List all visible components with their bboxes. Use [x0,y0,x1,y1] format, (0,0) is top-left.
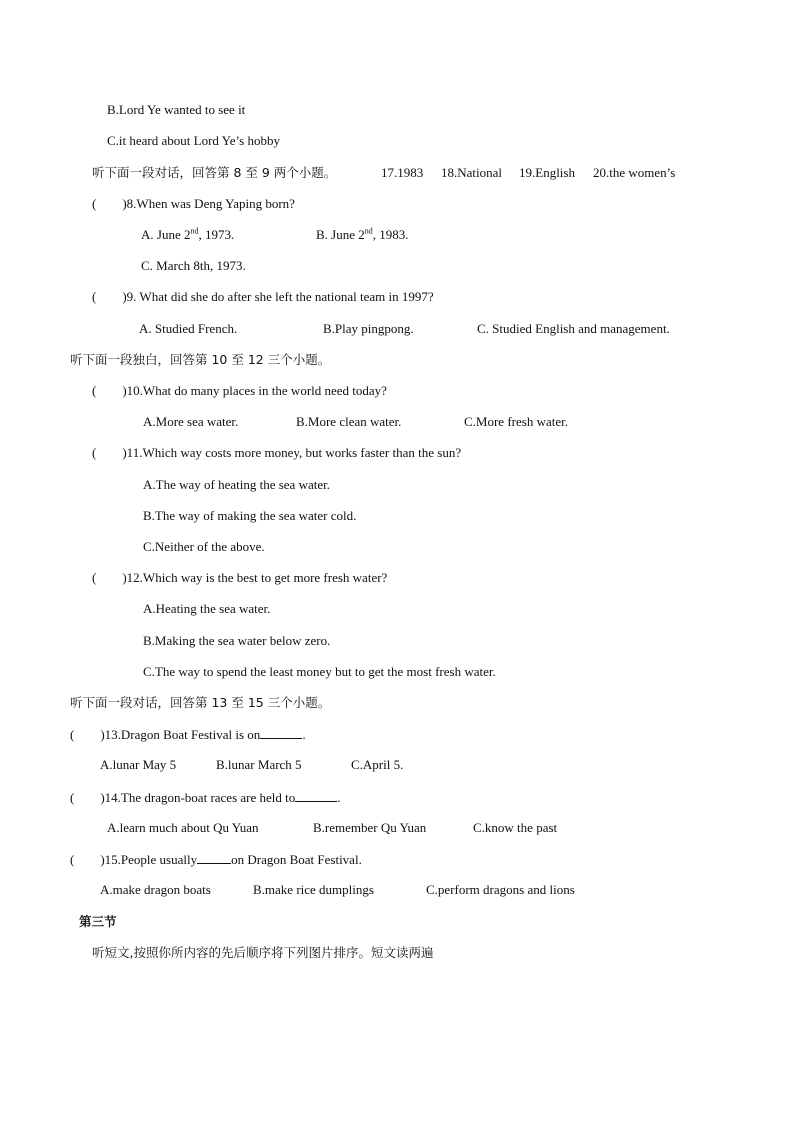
q11-stem [92,445,461,461]
answer-paren[interactable]: ( ) [92,196,127,211]
q14-text: 14.The dragon-boat races are held to [104,790,296,805]
answer-paren[interactable]: ( ) [92,570,127,585]
q9-option-c: C. Studied English and management. [477,321,670,336]
q15-text-post: on Dragon Boat Festival. [231,852,362,867]
q8-option-b: B. June 2nd, 1983. [316,226,409,242]
answer-paren[interactable]: ( ) [70,852,105,867]
answer-18: 18.National [441,165,503,180]
q12-stem [92,570,387,586]
q13-stem: ( )13.Dragon Boat Festival is on . [70,727,306,742]
q15-option-c: C.perform dragons and lions [426,882,575,897]
q15-option-b: B.make rice dumplings [253,882,374,897]
q7-option-c: C.it heard about Lord Ye’s hobby [107,133,280,148]
section-8-9-line [92,165,336,181]
q12-option-b: B.Making the sea water below zero. [143,633,331,648]
q15-text-pre: 15.People usually [104,852,198,867]
q13-text: 13.Dragon Boat Festival is on [104,727,261,742]
q13-option-c: C.April 5. [351,757,404,772]
q9-text: 9. What did she do after she left the national team in 1997? [126,289,434,304]
q15-blank[interactable] [197,851,231,864]
q14-option-a: A.learn much about Qu Yuan [107,820,259,835]
section-3-heading: 第三节 [79,914,117,929]
q14-option-c: C.know the past [473,820,558,835]
answer-paren[interactable]: ( ) [92,445,127,460]
section-13-15-instruction: 听下面一段对话，回答第 13 至 15 三个小题。 [70,695,331,710]
q8-option-a: A. June 2nd, 1973. [141,226,235,242]
q10-stem [92,383,387,399]
q11-text: 11.Which way costs more money, but works faster than the sun? [126,445,462,460]
q9-option-b: B.Play pingpong. [323,321,414,336]
answer-20: 20.the women’s [593,165,676,180]
q12-option-a: A.Heating the sea water. [143,601,271,616]
q13-blank[interactable] [260,726,302,739]
q7-option-b: B.Lord Ye wanted to see it [107,102,246,117]
q15-stem [70,851,362,868]
answer-paren[interactable]: ( ) [92,383,127,398]
q14-blank[interactable] [295,789,337,802]
q15-option-a: A.make dragon boats [100,882,211,897]
q8-option-c: C. March 8th, 1973. [141,258,246,273]
section-8-9-instruction: 听下面一段对话，回答第 8 至 9 两个小题。 [92,165,337,180]
q8-stem [92,196,295,212]
q11-option-a: A.The way of heating the sea water. [143,477,330,492]
q12-option-c: C.The way to spend the least money but to get the most fresh water. [143,664,496,679]
answer-paren[interactable]: ( ) [70,790,105,805]
q14-option-b: B.remember Qu Yuan [313,820,427,835]
q8-text: 8.When was Deng Yaping born? [126,196,295,211]
q10-option-b: B.More clean water. [296,414,402,429]
q10-option-c: C.More fresh water. [464,414,568,429]
q9-stem [92,289,434,305]
q9-option-a: A. Studied French. [139,321,238,336]
section-10-12-instruction: 听下面一段独白，回答第 10 至 12 三个小题。 [70,352,331,367]
q13-option-b: B.lunar March 5 [216,757,302,772]
q12-text: 12.Which way is the best to get more fresh water? [126,570,388,585]
q11-option-c: C.Neither of the above. [143,539,265,554]
answer-paren[interactable]: ( ) [70,727,105,742]
section-3-instruction: 听短文,按照你所内容的先后顺序将下列图片排序。短文读两遍 [92,945,434,960]
q10-option-a: A.More sea water. [143,414,239,429]
q11-option-b: B.The way of making the sea water cold. [143,508,357,523]
answer-19: 19.English [519,165,575,180]
answer-17: 17.1983 [381,165,424,180]
q14-stem: ( )14.The dragon-boat races are held to . [70,790,341,805]
q13-option-a: A.lunar May 5 [100,757,177,772]
q10-text: 10.What do many places in the world need today? [126,383,387,398]
answer-paren[interactable]: ( ) [92,289,127,304]
